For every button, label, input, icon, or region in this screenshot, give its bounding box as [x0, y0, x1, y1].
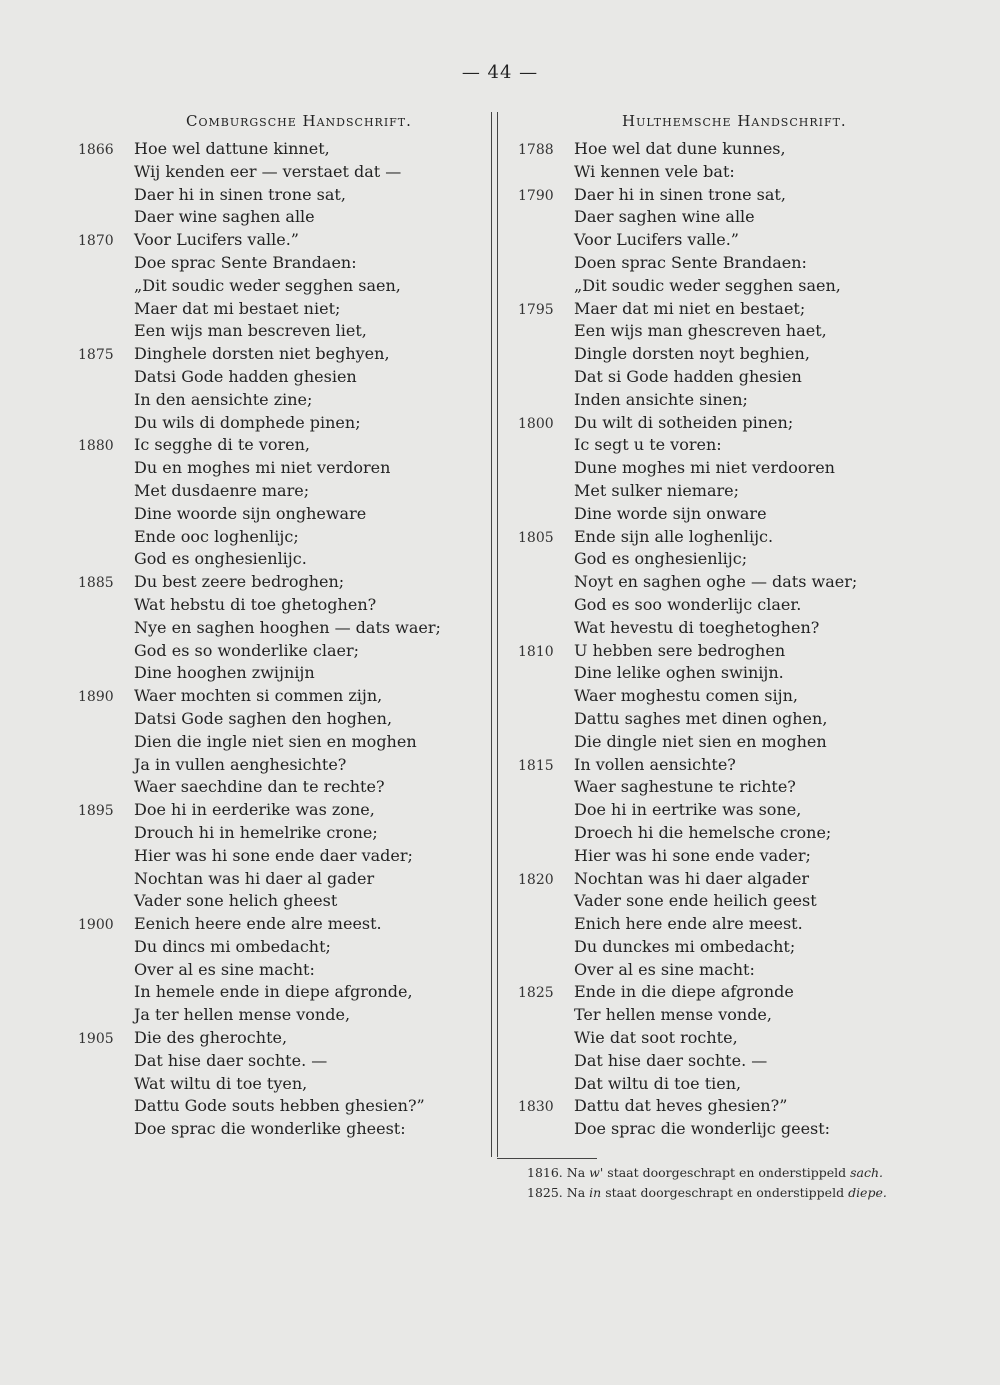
verse-text: Daer hi in sinen trone sat,: [134, 184, 346, 204]
verse-line: [518, 1050, 988, 1073]
verse-text: Dat hise daer sochte. —: [574, 1050, 768, 1070]
verse-text: Dine lelike oghen swinijn.: [574, 663, 784, 683]
verse-text: Dat si Gode hadden ghesien: [574, 366, 802, 386]
verse-line: [78, 731, 483, 754]
verse-text: Waer mochten si commen zijn,: [134, 686, 383, 706]
verse-text: Du best zeere bedroghen;: [134, 572, 345, 592]
verse-text: Waer moghestu comen sijn,: [574, 686, 798, 706]
verse-line: [518, 457, 988, 480]
verse-line: [78, 138, 483, 161]
line-number: 1815: [518, 757, 554, 774]
verse-text: Du wilt di sotheiden pinen;: [574, 412, 794, 432]
verse-line: [518, 252, 988, 275]
footnote-pre: Na: [566, 1165, 586, 1180]
verse-line: [78, 708, 483, 731]
verse-text: In hemele ende in diepe afgronde,: [134, 982, 413, 1002]
verse-text: „Dit soudic weder segghen saen,: [574, 275, 841, 295]
verse-line: [78, 1118, 483, 1141]
verse-line: [518, 936, 988, 959]
verse-line: [518, 594, 988, 617]
verse-text: Inden ansichte sinen;: [574, 389, 748, 409]
verse-text: Doe sprac Sente Brandaen:: [134, 252, 357, 272]
verse-text: Voor Lucifers valle.”: [134, 230, 299, 250]
verse-line: [518, 799, 988, 822]
verse-line: [518, 731, 988, 754]
verse-line: [78, 959, 483, 982]
verse-line: [78, 434, 483, 457]
verse-text: Du dincs mi ombedacht;: [134, 936, 331, 956]
verse-text: Een wijs man bescreven liet,: [134, 321, 367, 341]
footnote-w1: in: [589, 1185, 602, 1200]
verse-text: Enich here ende alre meest.: [574, 914, 803, 934]
verse-line: [78, 480, 483, 503]
footnote-w1: w': [589, 1165, 604, 1180]
verse-line: [78, 252, 483, 275]
verse-line: [518, 366, 988, 389]
verse-line: [518, 389, 988, 412]
verse-text: Ende ooc loghenlijc;: [134, 526, 299, 546]
verse-line: [518, 320, 988, 343]
verse-text: Ic segghe di te voren,: [134, 435, 310, 455]
verse-line: [518, 298, 988, 321]
line-number: 1788: [518, 142, 554, 158]
line-number: 1905: [78, 1031, 114, 1048]
verse-line: [518, 206, 988, 229]
footnote-mid: staat doorgeschrapt en onderstippeld: [607, 1165, 847, 1180]
line-number: 1895: [78, 803, 114, 820]
verse-line: [518, 412, 988, 435]
verse-line: [78, 389, 483, 412]
verse-line: [518, 480, 988, 503]
verse-line: [518, 229, 988, 252]
verse-text: Over al es sine macht:: [574, 959, 755, 979]
verse-line: [518, 754, 988, 777]
verse-line: [518, 161, 988, 184]
verse-text: Een wijs man ghescreven haet,: [574, 321, 827, 341]
verse-line: [518, 1095, 988, 1118]
verse-line: [518, 275, 988, 298]
verse-line: [518, 1073, 988, 1096]
verse-text: Die dingle niet sien en moghen: [574, 731, 827, 751]
verse-text: Daer wine saghen alle: [134, 207, 315, 227]
verse-line: [78, 822, 483, 845]
verse-text: Dattu saghes met dinen oghen,: [574, 708, 828, 728]
verse-line: [78, 640, 483, 663]
line-number: 1866: [78, 142, 114, 158]
verse-text: Wi kennen vele bat:: [574, 161, 735, 181]
verse-line: [78, 1004, 483, 1027]
verse-line: [518, 571, 988, 594]
verse-line: [518, 959, 988, 982]
verse-line: [518, 868, 988, 891]
verse-line: [78, 503, 483, 526]
verse-line: [78, 161, 483, 184]
verse-line: [78, 754, 483, 777]
verse-line: [78, 1027, 483, 1050]
verse-text: Hier was hi sone ende daer vader;: [134, 845, 413, 865]
verse-text: Dine worde sijn onware: [574, 503, 767, 523]
line-number: 1870: [78, 233, 114, 250]
verse-text: Doen sprac Sente Brandaen:: [574, 252, 807, 272]
verse-text: Dat wiltu di toe tien,: [574, 1073, 742, 1093]
footnote-mid: staat doorgeschrapt en onderstippeld: [605, 1185, 845, 1200]
verse-text: Daer saghen wine alle: [574, 207, 755, 227]
verse-text: Vader sone ende heilich geest: [574, 891, 817, 911]
verse-line: [518, 890, 988, 913]
verse-text: Dattu Gode souts hebben ghesien?”: [134, 1096, 425, 1116]
verse-text: Hoe wel dat dune kunnes,: [574, 139, 786, 158]
verse-text: Maer dat mi niet en bestaet;: [574, 298, 806, 318]
verse-text: Dat hise daer sochte. —: [134, 1050, 328, 1070]
footnote-w2: diepe.: [848, 1185, 887, 1200]
verse-line: [78, 890, 483, 913]
verse-text: God es onghesienlijc.: [134, 549, 307, 569]
verse-line: [78, 412, 483, 435]
verse-line: [78, 457, 483, 480]
verse-text: God es so wonderlike claer;: [134, 640, 360, 660]
verse-line: [518, 138, 988, 161]
verse-text: Wij kenden eer — verstaet dat —: [134, 161, 402, 181]
verse-line: [518, 685, 988, 708]
verse-line: [78, 298, 483, 321]
page-number: — 44 —: [461, 62, 539, 83]
verse-line: [78, 617, 483, 640]
verse-text: Met sulker niemare;: [574, 480, 740, 500]
line-number: 1820: [518, 871, 554, 888]
verse-line: [78, 320, 483, 343]
verse-line: [78, 662, 483, 685]
verse-line: [78, 936, 483, 959]
footnote-pre: Na: [566, 1185, 586, 1200]
verse-line: [518, 1004, 988, 1027]
verse-line: [518, 708, 988, 731]
verse-text: Datsi Gode hadden ghesien: [134, 366, 357, 386]
footnote-w2: sach.: [850, 1165, 884, 1180]
verse-line: [78, 1095, 483, 1118]
verse-text: Dien die ingle niet sien en moghen: [134, 731, 417, 751]
verse-line: [518, 184, 988, 207]
verse-text: God es onghesienlijc;: [574, 549, 748, 569]
verse-text: Dingle dorsten noyt beghien,: [574, 344, 810, 364]
verse-text: Dine hooghen zwijnijn: [134, 663, 315, 683]
verse-text: Hoe wel dattune kinnet,: [134, 139, 330, 158]
verse-text: „Dit soudic weder segghen saen,: [134, 275, 401, 295]
verse-text: Ja in vullen aenghesichte?: [134, 754, 347, 774]
right-column-heading: Hulthemsche Handschrift.: [622, 112, 847, 130]
footnote-rule: [497, 1158, 597, 1159]
verse-text: Dinghele dorsten niet beghyen,: [134, 344, 390, 364]
column-divider: [491, 112, 498, 1157]
verse-text: Datsi Gode saghen den hoghen,: [134, 708, 393, 728]
verse-text: Droech hi die hemelsche crone;: [574, 822, 832, 842]
verse-line: [78, 594, 483, 617]
line-number: 1875: [78, 347, 114, 364]
verse-line: [518, 526, 988, 549]
left-column-text: [78, 138, 483, 1141]
verse-text: Doe sprac die wonderlijc geest:: [574, 1119, 831, 1139]
line-number: 1880: [78, 438, 114, 455]
verse-text: Dune moghes mi niet verdooren: [574, 458, 835, 478]
footnote: [527, 1163, 887, 1183]
verse-text: Wat wiltu di toe tyen,: [134, 1073, 308, 1093]
verse-text: Ic segt u te voren:: [574, 435, 722, 455]
verse-text: Nye en saghen hooghen — dats waer;: [134, 617, 441, 637]
line-number: 1805: [518, 529, 554, 546]
verse-text: Doe sprac die wonderlike gheest:: [134, 1119, 406, 1139]
verse-line: [518, 548, 988, 571]
verse-text: God es soo wonderlijc claer.: [574, 594, 802, 614]
verse-text: Du wils di domphede pinen;: [134, 412, 361, 432]
verse-text: Hier was hi sone ende vader;: [574, 845, 811, 865]
left-column-heading: Comburgsche Handschrift.: [186, 112, 412, 130]
verse-text: Wat hevestu di toeghetoghen?: [574, 617, 820, 637]
verse-line: [78, 184, 483, 207]
footnote: [527, 1183, 887, 1203]
right-column-text: [518, 138, 988, 1141]
verse-text: Waer saghestune te richte?: [574, 777, 796, 797]
verse-line: [518, 503, 988, 526]
verse-line: [518, 913, 988, 936]
verse-line: [518, 1027, 988, 1050]
verse-text: Ende in die diepe afgronde: [574, 982, 794, 1002]
verse-text: Die des gherochte,: [134, 1028, 288, 1048]
verse-text: Ja ter hellen mense vonde,: [134, 1005, 351, 1025]
verse-line: [518, 662, 988, 685]
verse-text: Du en moghes mi niet verdoren: [134, 458, 391, 478]
verse-line: [518, 434, 988, 457]
verse-text: Doe hi in eertrike was sone,: [574, 800, 802, 820]
verse-text: Maer dat mi bestaet niet;: [134, 298, 341, 318]
verse-line: [78, 229, 483, 252]
verse-line: [518, 822, 988, 845]
verse-text: Voor Lucifers valle.”: [574, 230, 739, 250]
verse-line: [518, 640, 988, 663]
verse-line: [518, 1118, 988, 1141]
verse-line: [78, 913, 483, 936]
verse-line: [78, 776, 483, 799]
verse-text: U hebben sere bedroghen: [574, 640, 786, 660]
verse-line: [78, 206, 483, 229]
verse-line: [78, 526, 483, 549]
verse-text: Dine woorde sijn ongheware: [134, 503, 367, 523]
verse-text: Ter hellen mense vonde,: [574, 1005, 772, 1025]
verse-text: Nochtan was hi daer algader: [574, 868, 810, 888]
verse-line: [78, 685, 483, 708]
verse-text: Noyt en saghen oghe — dats waer;: [574, 572, 858, 592]
verse-text: Wie dat soot rochte,: [574, 1028, 738, 1048]
verse-line: [78, 548, 483, 571]
verse-text: In vollen aensichte?: [574, 754, 736, 774]
verse-text: Daer hi in sinen trone sat,: [574, 184, 786, 204]
verse-line: [78, 366, 483, 389]
verse-text: Doe hi in eerderike was zone,: [134, 800, 375, 820]
verse-line: [78, 571, 483, 594]
verse-line: [518, 776, 988, 799]
verse-line: [518, 845, 988, 868]
verse-line: [78, 868, 483, 891]
line-number: 1810: [518, 643, 554, 660]
verse-line: [78, 1073, 483, 1096]
verse-text: Drouch hi in hemelrike crone;: [134, 822, 378, 842]
line-number: 1825: [518, 985, 554, 1002]
verse-line: [518, 343, 988, 366]
verse-text: Ende sijn alle loghenlijc.: [574, 526, 774, 546]
line-number: 1830: [518, 1099, 554, 1116]
verse-text: Met dusdaenre mare;: [134, 480, 310, 500]
line-number: 1900: [78, 917, 114, 934]
verse-text: Nochtan was hi daer al gader: [134, 868, 375, 888]
verse-text: Waer saechdine dan te rechte?: [134, 777, 385, 797]
line-number: 1800: [518, 415, 554, 432]
verse-line: [78, 845, 483, 868]
line-number: 1890: [78, 689, 114, 706]
verse-text: Eenich heere ende alre meest.: [134, 914, 382, 934]
verse-text: Vader sone helich gheest: [134, 891, 338, 911]
verse-text: Dattu dat heves ghesien?”: [574, 1096, 788, 1116]
verse-line: [78, 799, 483, 822]
footnotes: [527, 1163, 887, 1203]
line-number: 1790: [518, 187, 554, 204]
verse-line: [78, 981, 483, 1004]
verse-line: [78, 275, 483, 298]
line-number: 1795: [518, 301, 554, 318]
verse-line: [518, 981, 988, 1004]
verse-text: In den aensichte zine;: [134, 389, 313, 409]
verse-line: [518, 617, 988, 640]
line-number: 1885: [78, 575, 114, 592]
verse-line: [78, 1050, 483, 1073]
verse-text: Over al es sine macht:: [134, 959, 315, 979]
footnote-num: 1825.: [527, 1185, 563, 1200]
footnote-num: 1816.: [527, 1165, 563, 1180]
verse-line: [78, 343, 483, 366]
verse-text: Wat hebstu di toe ghetoghen?: [134, 594, 377, 614]
verse-text: Du dunckes mi ombedacht;: [574, 936, 796, 956]
